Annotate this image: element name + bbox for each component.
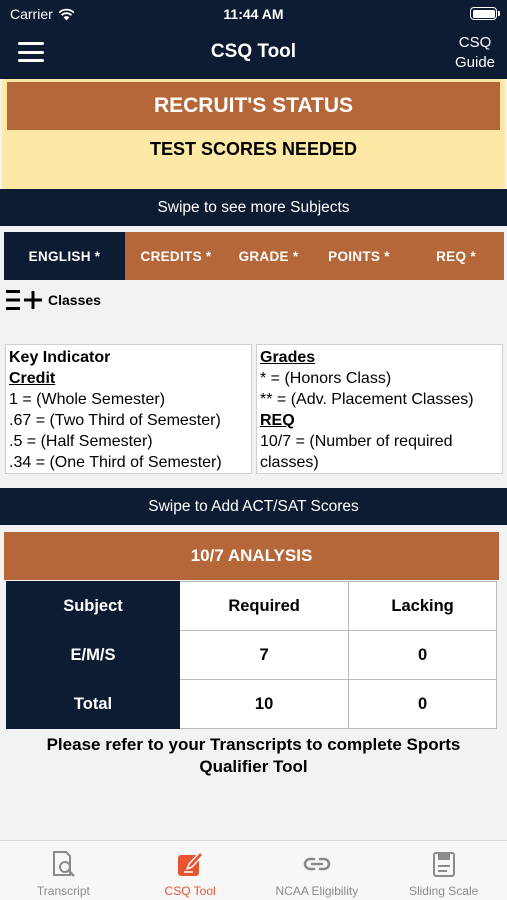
transcript-note: Please refer to your Transcripts to complete Sports Qualifier Tool bbox=[46, 735, 461, 776]
key-indicator-panel bbox=[5, 344, 252, 474]
bottom-tab-bar bbox=[0, 840, 507, 900]
required-cell: 7 bbox=[180, 631, 349, 680]
lacking-cell: 0 bbox=[349, 680, 497, 729]
tab-label: CSQ Tool bbox=[164, 884, 216, 898]
page-title: CSQ Tool bbox=[210, 41, 297, 62]
analysis-heading: 10/7 ANALYSIS bbox=[4, 532, 499, 580]
tab-label: Transcript bbox=[36, 884, 90, 898]
row-label: Total bbox=[7, 680, 180, 729]
grades-key-panel bbox=[256, 344, 503, 474]
status-time: 11:44 AM bbox=[223, 6, 284, 22]
tab-req[interactable]: REQ * bbox=[436, 248, 476, 264]
transcript-search-icon bbox=[48, 849, 78, 879]
csq-guide-button[interactable]: CSQ Guide bbox=[454, 34, 496, 71]
credit-line: .5 = (Half Semester) bbox=[9, 433, 153, 450]
tab-label: Sliding Scale bbox=[408, 884, 479, 898]
add-classes-button[interactable] bbox=[6, 288, 101, 312]
tab-grade[interactable]: GRADE * bbox=[238, 248, 299, 264]
key-indicator-title: Key Indicator bbox=[9, 349, 111, 366]
recruit-status-value: TEST SCORES NEEDED bbox=[149, 139, 358, 159]
credit-heading: Credit bbox=[9, 370, 56, 387]
credit-line: .67 = (Two Third of Semester) bbox=[9, 412, 221, 429]
swipe-scores-banner[interactable]: Swipe to Add ACT/SAT Scores bbox=[0, 488, 507, 525]
tab-credits[interactable]: CREDITS * bbox=[140, 248, 212, 264]
tab-points[interactable]: POINTS * bbox=[328, 248, 390, 264]
subject-tabs bbox=[4, 232, 504, 280]
swipe-subjects-banner[interactable]: Swipe to see more Subjects bbox=[0, 189, 507, 226]
column-header: Lacking bbox=[349, 582, 497, 631]
table-row bbox=[7, 631, 497, 680]
tab-label: NCAA Eligibility bbox=[275, 884, 359, 898]
column-header: Subject bbox=[7, 582, 180, 631]
tab-csq-tool[interactable] bbox=[127, 841, 254, 900]
table-header-row bbox=[7, 582, 497, 631]
credit-line: .34 = (One Third of Semester) bbox=[9, 454, 222, 471]
tab-sliding-scale[interactable] bbox=[380, 841, 507, 900]
scale-icon bbox=[429, 849, 459, 879]
lacking-cell: 0 bbox=[349, 631, 497, 680]
table-row bbox=[7, 680, 497, 729]
add-list-icon bbox=[6, 288, 44, 312]
tab-transcript[interactable] bbox=[0, 841, 127, 900]
link-icon bbox=[302, 849, 332, 879]
classes-label: Classes bbox=[48, 292, 101, 308]
carrier-label: Carrier bbox=[10, 6, 53, 22]
recruit-status-panel bbox=[2, 79, 505, 189]
tab-ncaa-eligibility[interactable] bbox=[254, 841, 381, 900]
required-cell: 10 bbox=[180, 680, 349, 729]
analysis-table bbox=[6, 581, 497, 729]
recruit-status-heading: RECRUIT'S STATUS bbox=[7, 82, 500, 130]
grades-line: * = (Honors Class) bbox=[260, 370, 392, 387]
req-text: 10/7 = (Number of required classes) bbox=[260, 433, 453, 471]
tab-english[interactable]: ENGLISH * bbox=[4, 232, 125, 280]
column-header: Required bbox=[180, 582, 349, 631]
csq-edit-icon bbox=[175, 849, 205, 879]
grades-heading: Grades bbox=[260, 349, 316, 366]
credit-line: 1 = (Whole Semester) bbox=[9, 391, 166, 408]
top-bar bbox=[0, 0, 507, 79]
battery-icon bbox=[470, 7, 497, 20]
row-label: E/M/S bbox=[7, 631, 180, 680]
grades-line: ** = (Adv. Placement Classes) bbox=[260, 391, 474, 408]
req-heading: REQ bbox=[260, 412, 295, 429]
